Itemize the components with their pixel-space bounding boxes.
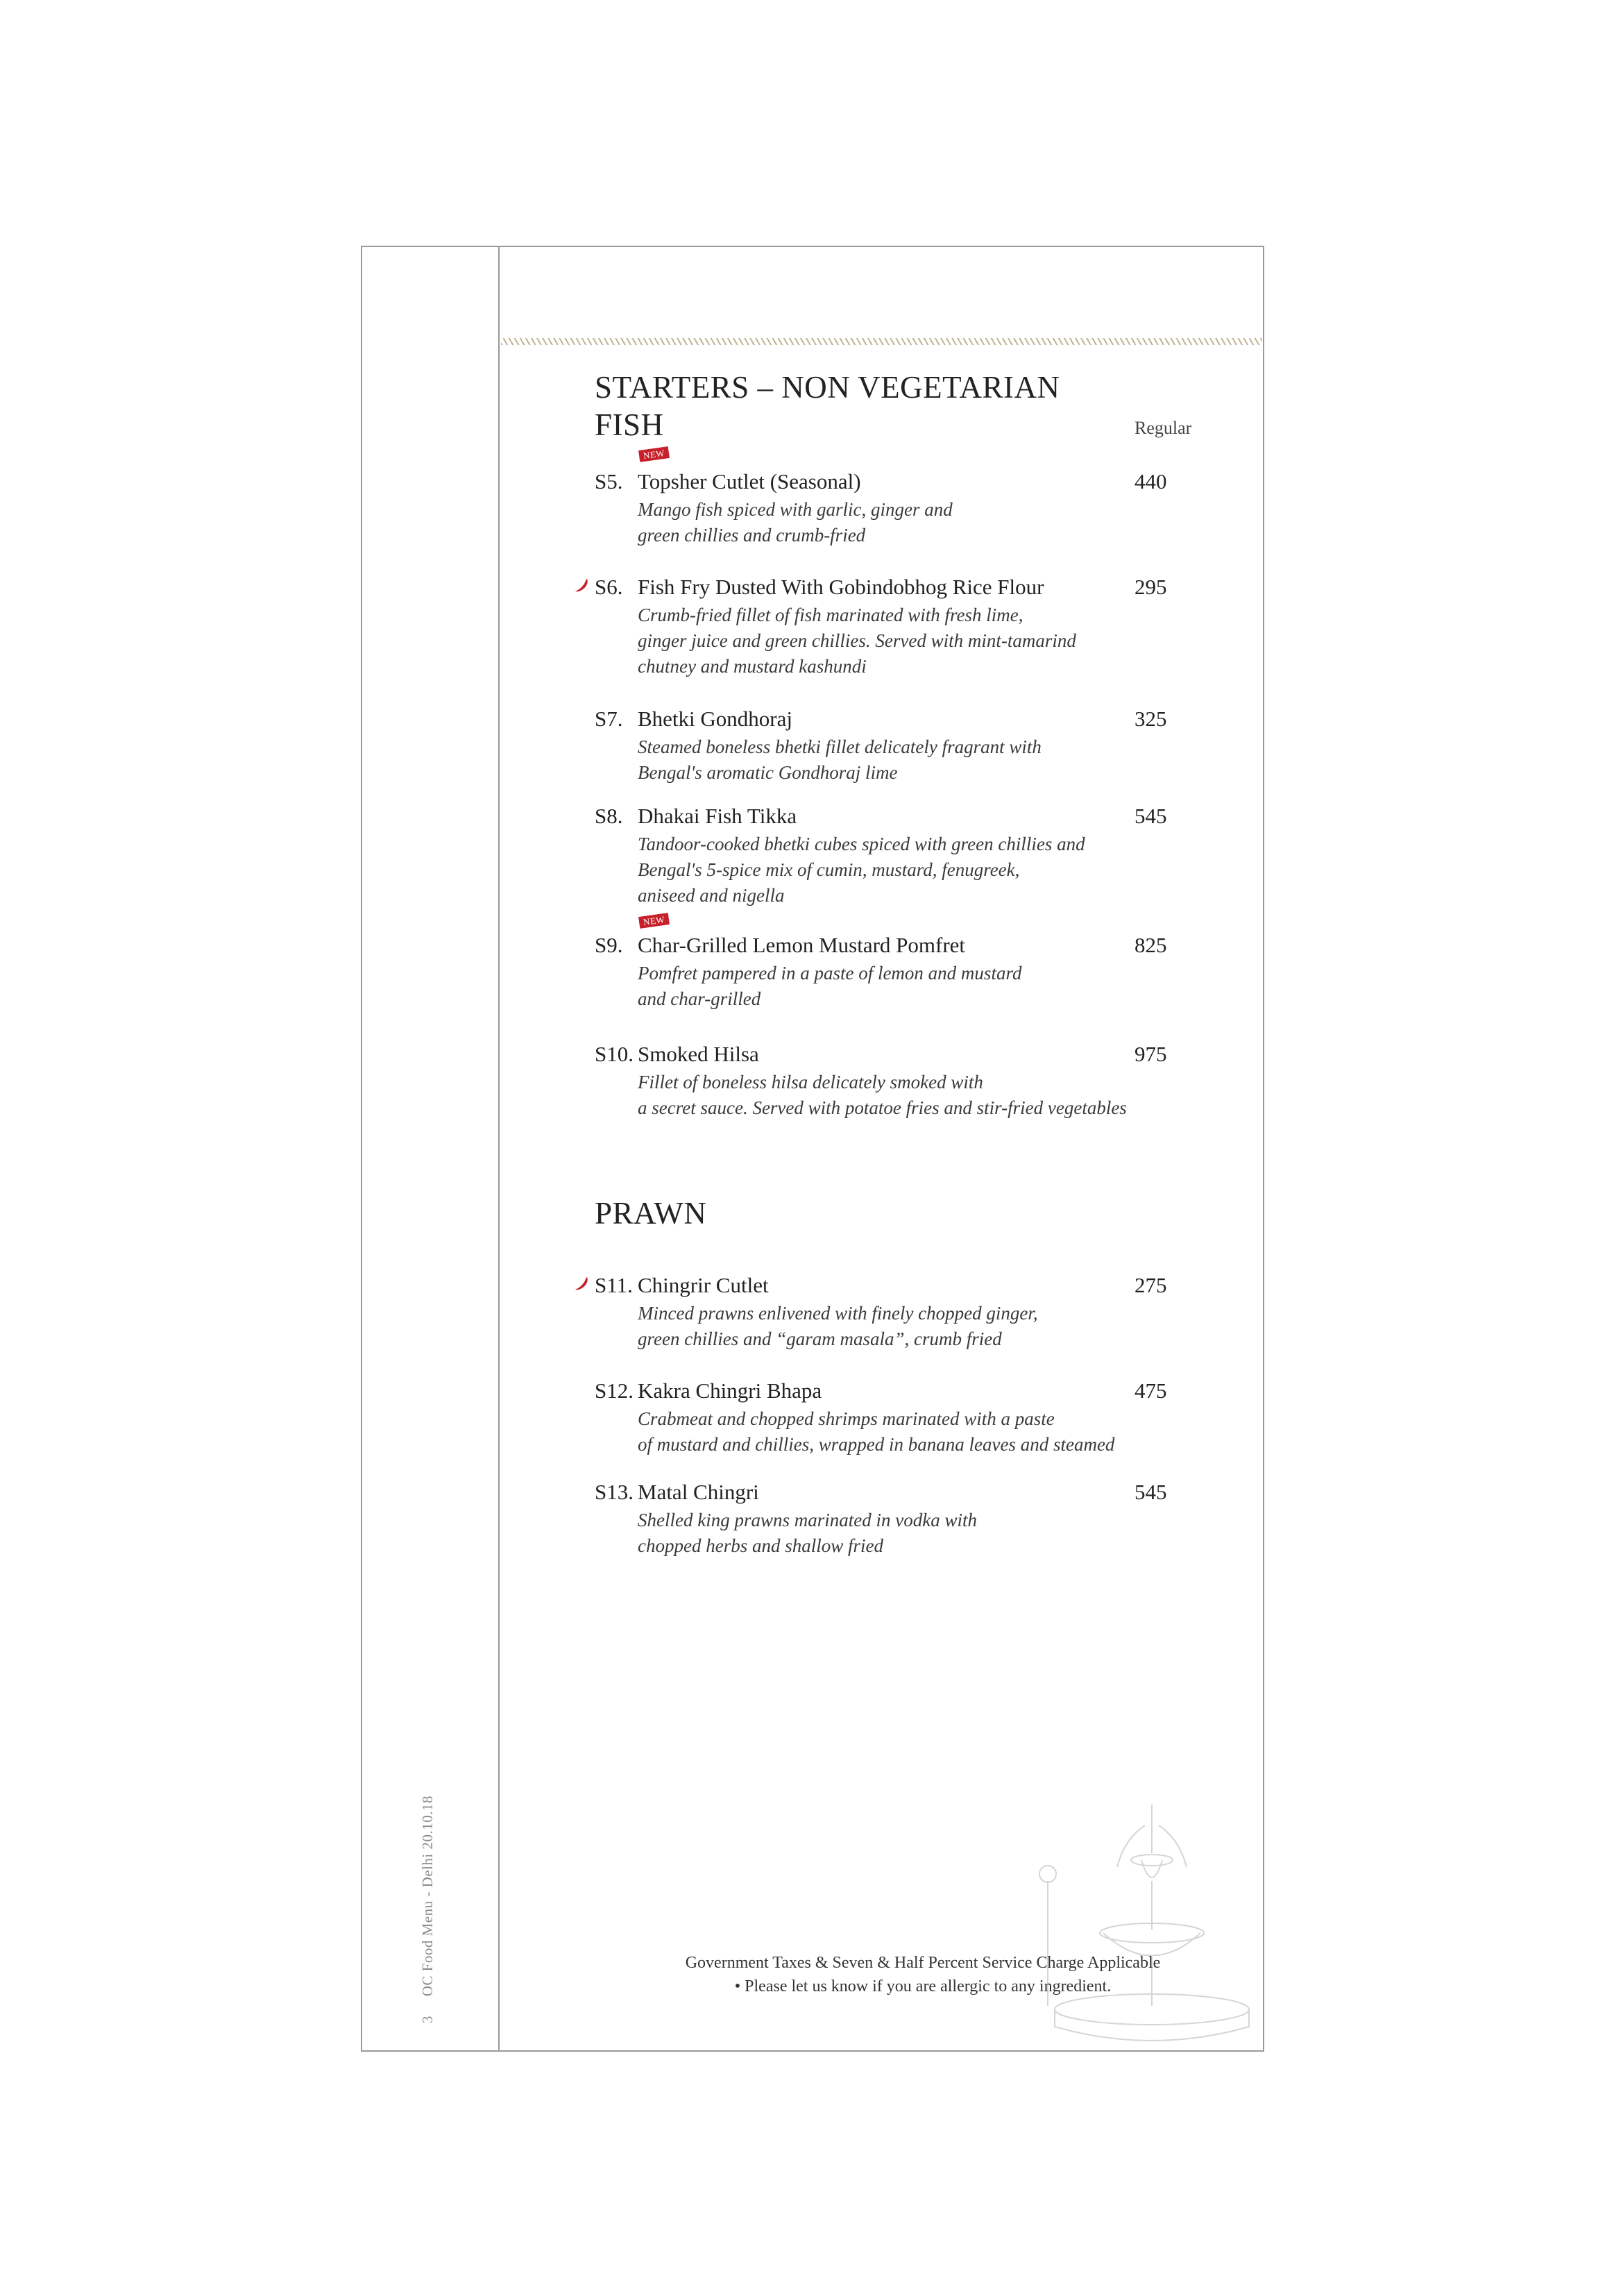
menu-item <box>595 1480 1219 1559</box>
item-description: Fillet of boneless hilsa delicately smoked with a secret sauce. Served with potatoe fries and stir-fried vegetables <box>638 1072 1127 1118</box>
item-price: 825 <box>1135 933 1167 957</box>
item-description: Crumb-fried fillet of fish marinated with fresh lime, ginger juice and green chillies. Served with mint-tamarind chutney and mustard kashundi <box>638 605 1076 677</box>
item-name: Matal Chingri <box>638 1480 759 1504</box>
menu-item <box>595 575 1219 679</box>
item-code: S10. <box>595 1042 634 1066</box>
item-code: S9. <box>595 933 623 957</box>
item-name: Fish Fry Dusted With Gobindobhog Rice Flour <box>638 575 1044 599</box>
new-badge: NEW <box>638 446 670 462</box>
item-name: Chingrir Cutlet <box>638 1273 769 1297</box>
footer-allergy-note: • Please let us know if you are allergic to any ingredient. <box>734 1977 1112 1995</box>
chili-icon <box>575 577 590 594</box>
chili-icon <box>575 1276 590 1292</box>
decorative-hatch-band <box>501 338 1262 345</box>
item-price: 295 <box>1135 575 1167 599</box>
item-code: S7. <box>595 707 623 731</box>
item-description: Tandoor-cooked bhetki cubes spiced with green chillies and Bengal's 5-spice mix of cumin, mustard, fenugreek, aniseed and nigella <box>638 834 1085 906</box>
footer-tax-note: Government Taxes & Seven & Half Percent Service Charge Applicable <box>685 1954 1161 1972</box>
item-code: S5. <box>595 469 623 493</box>
menu-item <box>595 933 1219 1012</box>
new-badge: NEW <box>638 913 670 929</box>
item-price: 275 <box>1135 1273 1167 1297</box>
item-code: S11. <box>595 1273 633 1297</box>
item-price: 545 <box>1135 1480 1167 1504</box>
item-code: S6. <box>595 575 623 599</box>
side-note <box>419 1796 436 2023</box>
item-price: 545 <box>1135 804 1167 828</box>
menu-item <box>595 469 1219 548</box>
price-column-label: Regular <box>1135 418 1192 438</box>
item-description: Steamed boneless bhetki fillet delicately fragrant with Bengal's aromatic Gondhoraj lime <box>638 736 1042 783</box>
menu-item <box>595 1378 1219 1458</box>
item-code: S12. <box>595 1378 634 1403</box>
menu-edition-label: OC Food Menu - Delhi 20.10.18 <box>419 1796 436 1997</box>
item-description: Pomfret pampered in a paste of lemon and mustard and char-grilled <box>638 963 1022 1009</box>
item-name: Dhakai Fish Tikka <box>638 804 797 828</box>
menu-item <box>595 804 1219 909</box>
section-title: STARTERS – NON VEGETARIAN <box>595 370 1060 405</box>
prawn-heading: PRAWN <box>595 1196 707 1231</box>
page-number: 3 <box>419 2016 436 2023</box>
menu-item <box>595 707 1219 786</box>
item-description: Mango fish spiced with garlic, ginger and green chillies and crumb-fried <box>638 499 953 546</box>
menu-item <box>595 1273 1219 1352</box>
item-description: Minced prawns enlivened with finely chopped ginger, green chillies and “garam masala”, crumb fried <box>638 1303 1038 1349</box>
item-price: 440 <box>1135 469 1167 493</box>
item-name: Topsher Cutlet (Seasonal) <box>638 469 861 493</box>
item-name: Bhetki Gondhoraj <box>638 707 792 731</box>
item-code: S13. <box>595 1480 634 1504</box>
item-description: Crabmeat and chopped shrimps marinated with a paste of mustard and chillies, wrapped in banana leaves and steamed <box>638 1408 1115 1455</box>
item-name: Smoked Hilsa <box>638 1042 759 1066</box>
fish-heading: FISH <box>595 407 664 442</box>
item-name: Char-Grilled Lemon Mustard Pomfret <box>638 933 966 957</box>
fountain-illustration <box>1020 1798 1256 2048</box>
item-price: 325 <box>1135 707 1167 731</box>
item-price: 475 <box>1135 1378 1167 1403</box>
item-price: 975 <box>1135 1042 1167 1066</box>
spine-divider <box>498 246 500 2052</box>
item-code: S8. <box>595 804 623 828</box>
item-description: Shelled king prawns marinated in vodka with chopped herbs and shallow fried <box>638 1510 977 1556</box>
item-name: Kakra Chingri Bhapa <box>638 1378 822 1403</box>
menu-item <box>595 1042 1219 1121</box>
